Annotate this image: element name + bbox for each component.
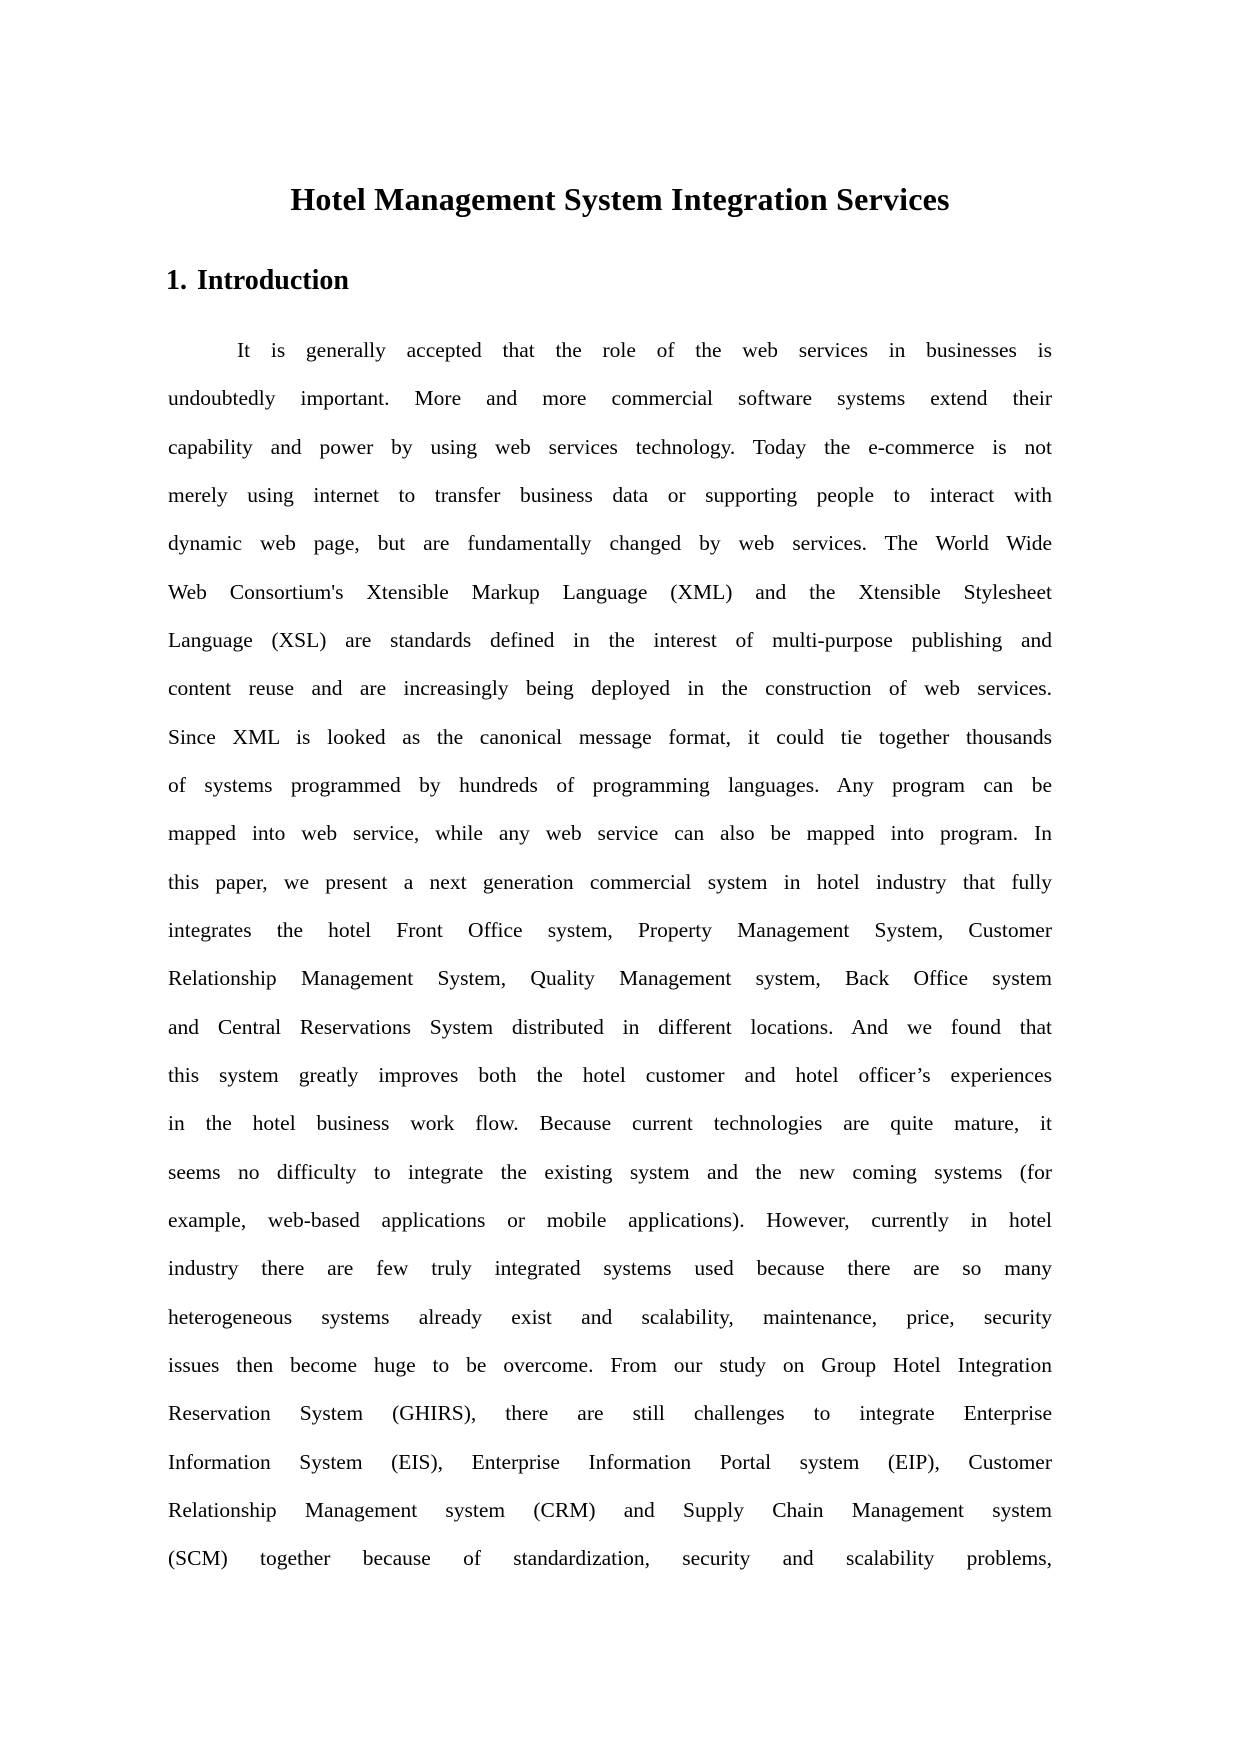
- document-title: Hotel Management System Integration Services: [290, 181, 950, 217]
- paragraph-line: Relationship Management System, Quality Management system, Back Office system: [168, 966, 1052, 991]
- paragraph-line: capability and power by using web services technology. Today the e-commerce is not: [168, 434, 1052, 459]
- paragraph-line: seems no difficulty to integrate the existing system and the new coming systems (for: [168, 1159, 1052, 1184]
- paragraph-line: undoubtedly important. More and more commercial software systems extend their: [168, 386, 1052, 411]
- paragraph-line: Since XML is looked as the canonical message format, it could tie together thousands: [168, 724, 1052, 749]
- paragraph-line: in the hotel business work flow. Because current technologies are quite mature, it: [168, 1111, 1052, 1136]
- paragraph-line: mapped into web service, while any web service can also be mapped into program. In: [168, 821, 1052, 846]
- section-heading: [166, 264, 349, 298]
- paragraph-line: this system greatly improves both the hotel customer and hotel officer’s experiences: [168, 1062, 1052, 1087]
- paragraph-line: example, web-based applications or mobile applications). However, currently in hotel: [168, 1207, 1052, 1232]
- paragraph-line: Relationship Management system (CRM) and Supply Chain Management system: [168, 1497, 1052, 1522]
- paragraph-line: Reservation System (GHIRS), there are still challenges to integrate Enterprise: [168, 1401, 1052, 1426]
- paragraph-line: of systems programmed by hundreds of programming languages. Any program can be: [168, 772, 1052, 797]
- paragraph-line: integrates the hotel Front Office system, Property Management System, Customer: [168, 917, 1052, 942]
- paragraph-line: merely using internet to transfer business data or supporting people to interact with: [168, 482, 1052, 507]
- section-heading-label: Introduction: [197, 265, 349, 296]
- paragraph-line: (SCM) together because of standardization, security and scalability problems,: [168, 1546, 1052, 1571]
- paragraph-line: and Central Reservations System distributed in different locations. And we found that: [168, 1014, 1052, 1039]
- paragraph-line: It is generally accepted that the role of the web services in businesses is: [237, 338, 1052, 362]
- paragraph-line: Information System (EIS), Enterprise Information Portal system (EIP), Customer: [168, 1449, 1052, 1474]
- paragraph-line: content reuse and are increasingly being deployed in the construction of web services.: [168, 676, 1052, 701]
- paragraph-line: Language (XSL) are standards defined in the interest of multi-purpose publishing and: [168, 627, 1052, 652]
- section-number: 1.: [166, 265, 187, 296]
- paragraph-line: this paper, we present a next generation commercial system in hotel industry that fully: [168, 869, 1052, 894]
- paragraph-line: issues then become huge to be overcome. From our study on Group Hotel Integration: [168, 1352, 1052, 1377]
- paragraph-line: Web Consortium's Xtensible Markup Language (XML) and the Xtensible Stylesheet: [168, 579, 1052, 604]
- introduction-paragraph: [168, 326, 1052, 1583]
- paragraph-line: dynamic web page, but are fundamentally changed by web services. The World Wide: [168, 531, 1052, 556]
- paragraph-line: heterogeneous systems already exist and scalability, maintenance, price, security: [168, 1304, 1052, 1329]
- paragraph-line: industry there are few truly integrated systems used because there are so many: [168, 1256, 1052, 1281]
